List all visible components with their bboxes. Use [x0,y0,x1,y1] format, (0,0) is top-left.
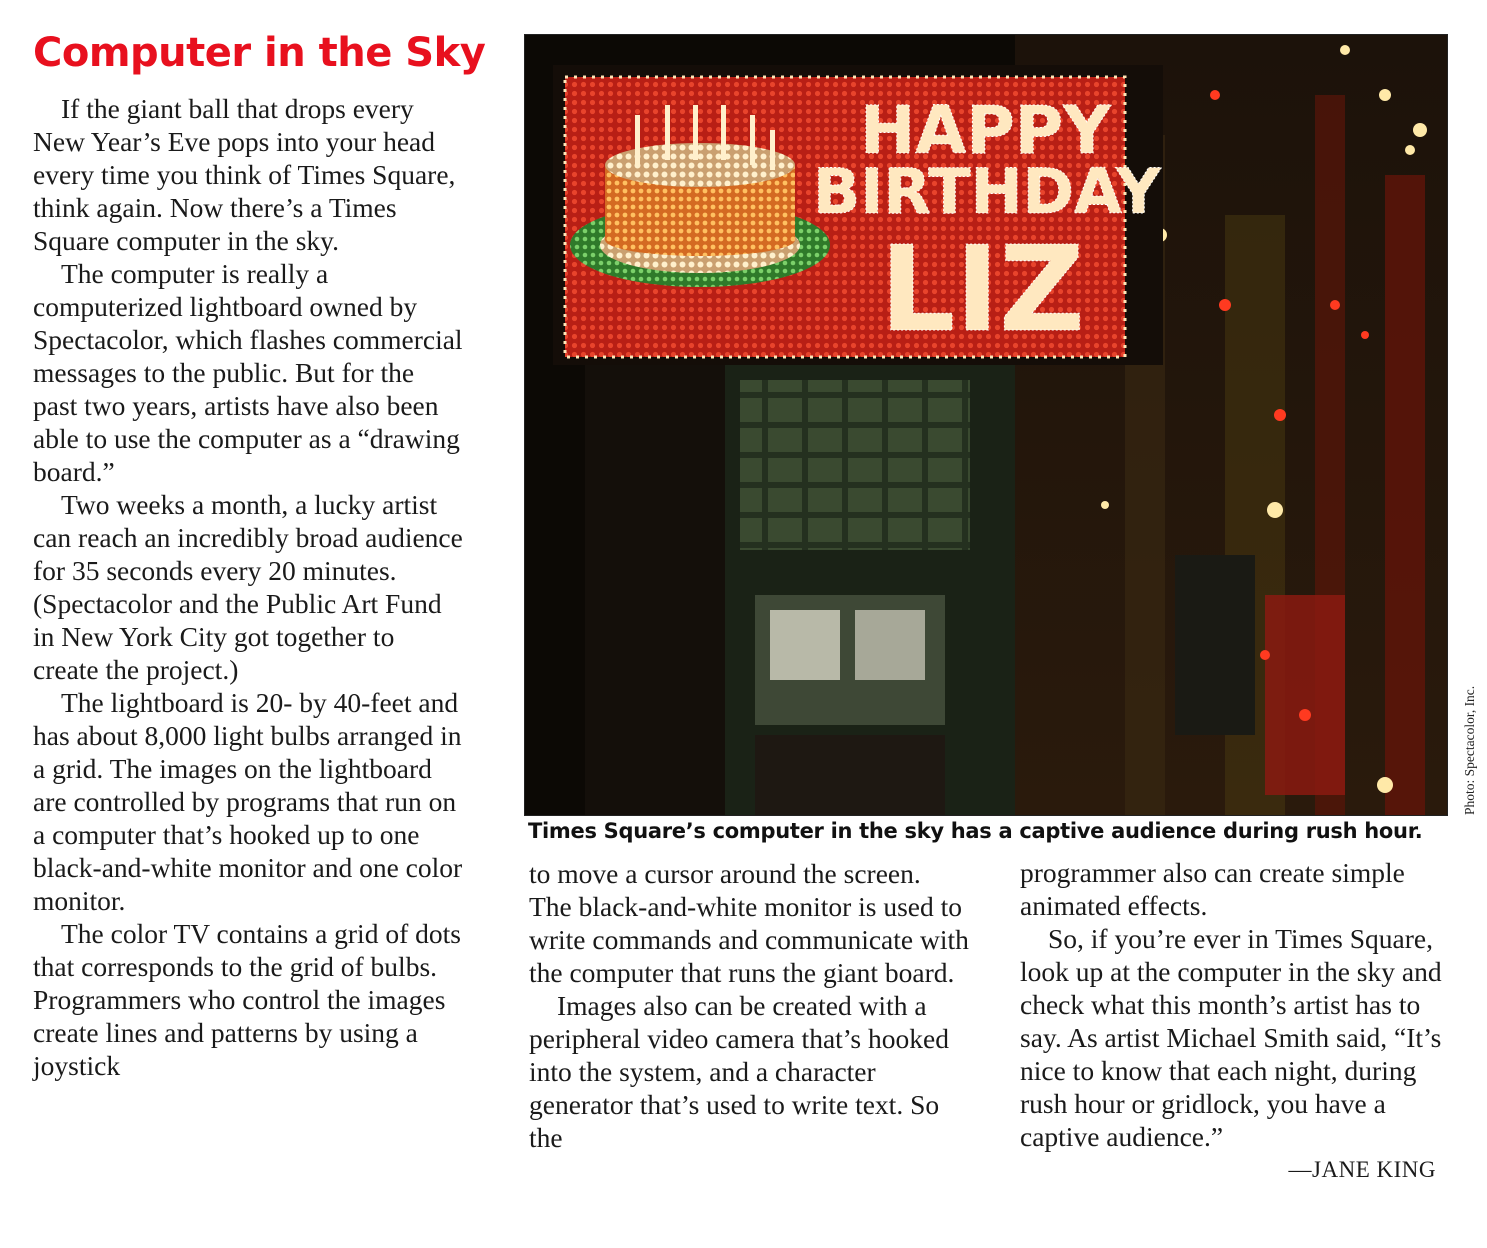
article-title: Computer in the Sky [33,30,486,76]
paragraph: Two weeks a month, a lucky artist can reach an incredibly broad audience for 35 seconds every 20 minutes. (Spectacolor and the Public Art Fund in New York City got together to create the project.) [33,489,463,685]
paragraph: The lightboard is 20- by 40-feet and has about 8,000 light bulbs arranged in a grid. The images on the lightboard are controlled by programs that run on a computer that’s hooked up to one black-and-white monitor and one color monitor. [33,687,463,916]
article-column-3 [1020,856,1460,1186]
author-signature: —JANE KING [1288,1157,1436,1182]
paragraph: Images also can be created with a peripheral video camera that’s hooked into the system, and a character generator that’s used to write text. So the [529,990,949,1153]
photo-caption: Times Square’s computer in the sky has a captive audience during rush hour. [528,819,1423,843]
paragraph: to move a cursor around the screen. The black-and-white monitor is used to write commands and communicate with the computer that runs the giant board. [529,858,969,988]
photo-credit: Photo: Spectacolor, Inc. [1462,685,1477,815]
paragraph: So, if you’re ever in Times Square, look up at the computer in the sky and check what this month’s artist has to say. As artist Michael Smith said, “It’s nice to know that each night, during rush hour or gridlock, you have a captive audience.” [1020,923,1442,1152]
times-square-photo [524,34,1448,816]
sign-text-liz: LIZ [880,220,1085,358]
sign-text-birthday: BIRTHDAY [813,155,1161,228]
article-column-2 [529,857,969,1154]
paragraph: The computer is really a computerized lightboard owned by Spectacolor, which flashes commercial messages to the public. But for the past two years, artists have also been able to use the computer as a “drawing board.” [33,258,463,487]
paragraph: If the giant ball that drops every New Year’s Eve pops into your head every time you think of Times Square, think again. Now there’s a Times Square computer in the sky. [33,93,456,256]
article-column-1 [33,92,463,1082]
paragraph: The color TV contains a grid of dots that corresponds to the grid of bulbs. Programmers who control the images create lines and patterns by using a joystick [33,918,461,1081]
sign-text-happy: HAPPY [860,92,1111,169]
lightboard-illustration [525,35,1447,815]
paragraph: programmer also can create simple animated effects. [1020,857,1405,921]
